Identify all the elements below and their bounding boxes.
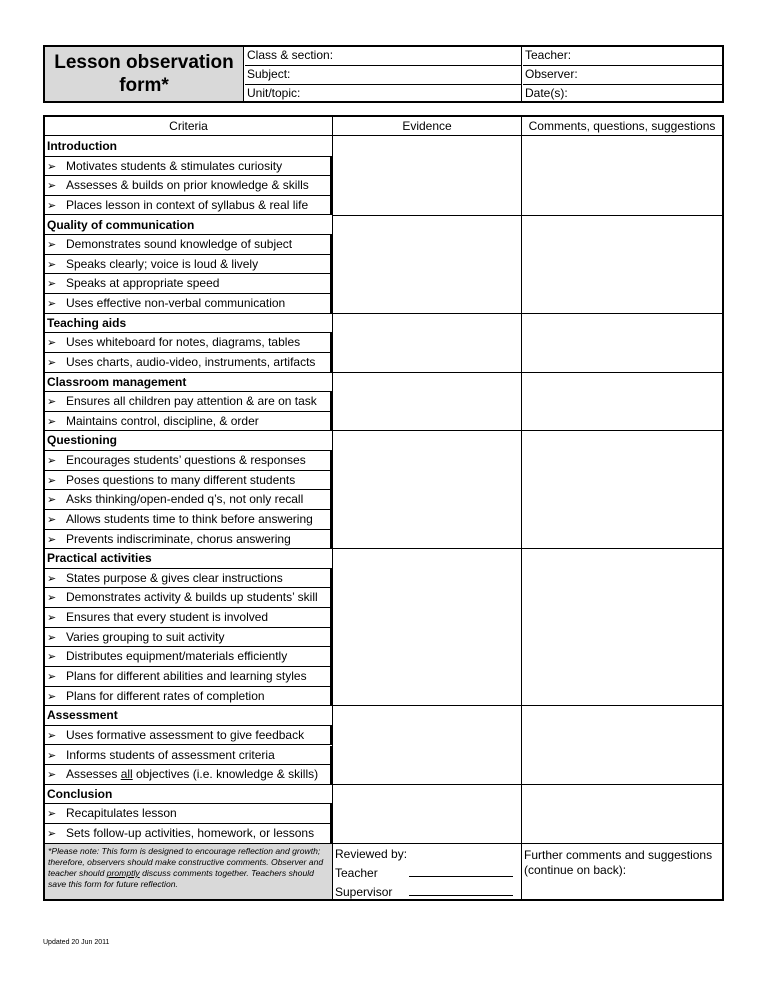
comments-cell[interactable] (522, 373, 722, 431)
bullet-arrow-icon: ➢ (47, 415, 57, 428)
further-comments[interactable]: Further comments and suggestions (continue on back): (524, 847, 713, 877)
criterion-text: Informs students of assessment criteria (66, 747, 275, 762)
teacher-signature-line[interactable] (335, 864, 513, 883)
bullet-arrow-icon: ➢ (47, 690, 57, 703)
criterion-row (45, 490, 332, 510)
class-section-field[interactable]: Class & section: (245, 47, 521, 66)
comments-cell[interactable] (522, 137, 722, 215)
comments-column-header: Comments, questions, suggestions (522, 117, 722, 136)
criterion-text: States purpose & gives clear instructions (66, 570, 283, 585)
section-heading: Introduction (45, 137, 332, 157)
comments-cell[interactable] (522, 314, 722, 372)
dates-field[interactable]: Date(s): (525, 86, 568, 100)
criterion-row (45, 255, 332, 275)
criterion-text: Demonstrates activity & builds up students’ skill (66, 590, 318, 605)
evidence-cell[interactable] (333, 431, 521, 548)
bullet-arrow-icon: ➢ (47, 671, 57, 683)
criterion-row (45, 530, 332, 550)
criterion-text: Recapitulates lesson (66, 806, 177, 821)
signature-line[interactable] (409, 866, 513, 877)
note-text-end: discuss comments together. Teachers should save this form for future reflection. (48, 868, 314, 890)
criterion-row (45, 471, 332, 491)
criterion-row (45, 274, 332, 294)
criterion-text: Uses formative assessment to give feedback (66, 727, 305, 742)
form-header (43, 45, 724, 103)
bullet-arrow-icon: ➢ (47, 612, 57, 625)
bullet-arrow-icon: ➢ (47, 474, 57, 487)
criterion-text: Encourages students’ questions & responses (66, 453, 306, 468)
criterion-text: Distributes equipment/materials efficiently (66, 649, 288, 664)
signature-line[interactable] (409, 885, 513, 896)
criterion-row (45, 804, 332, 824)
section-divider (333, 843, 722, 844)
criterion-row (45, 569, 332, 589)
criteria-column-header: Criteria (45, 117, 332, 136)
bullet-arrow-icon: ➢ (47, 651, 57, 664)
section-heading: Classroom management (45, 373, 332, 393)
criterion-text: Ensures all children pay attention & are on task (66, 394, 317, 409)
criterion-text: Speaks clearly; voice is loud & lively (66, 256, 259, 271)
teacher-field[interactable]: Teacher: (523, 47, 722, 66)
bullet-arrow-icon: ➢ (47, 828, 57, 841)
bullet-arrow-icon: ➢ (47, 513, 57, 526)
bullet-arrow-icon: ➢ (47, 749, 57, 762)
bullet-arrow-icon: ➢ (47, 396, 57, 409)
criterion-text: Maintains control, discipline, & order (66, 413, 259, 428)
criterion-text: Uses charts, audio-video, instruments, artifacts (66, 354, 316, 369)
unit-topic-field[interactable]: Unit/topic: (247, 86, 301, 100)
bullet-arrow-icon: ➢ (47, 239, 57, 252)
criterion-row (45, 687, 332, 707)
please-note (45, 844, 332, 899)
criterion-row (45, 667, 332, 687)
supervisor-signature-line[interactable] (335, 883, 513, 902)
bullet-arrow-icon: ➢ (47, 769, 57, 782)
comments-cell[interactable] (522, 431, 722, 548)
header-right-fields (523, 47, 722, 101)
section-heading: Questioning (45, 431, 332, 451)
criterion-row (45, 746, 332, 766)
section-heading: Teaching aids (45, 314, 332, 334)
criterion-row (45, 647, 332, 667)
criterion-text: Assesses & builds on prior knowledge & skills (66, 178, 309, 193)
criterion-row (45, 157, 332, 177)
criterion-row (45, 726, 332, 746)
form-title: Lesson observation form* (45, 47, 244, 101)
bullet-arrow-icon: ➢ (47, 572, 57, 585)
subject-field[interactable]: Subject: (245, 66, 521, 85)
evidence-cell[interactable] (333, 373, 521, 431)
note-underlined: promptly (106, 868, 140, 879)
criterion-row (45, 510, 332, 530)
teacher-signature-label: Teacher (335, 865, 378, 880)
criterion-text: Prevents indiscriminate, chorus answering (66, 531, 291, 546)
criterion-row (45, 412, 332, 432)
criterion-text: Uses effective non-verbal communication (66, 296, 286, 311)
criterion-text: Demonstrates sound knowledge of subject (66, 237, 293, 252)
criterion-text: Asks thinking/open-ended q’s, not only recall (66, 492, 304, 507)
bullet-arrow-icon: ➢ (47, 180, 57, 193)
criterion-text: Speaks at appropriate speed (66, 276, 220, 291)
comments-cell[interactable] (522, 785, 722, 843)
bullet-arrow-icon: ➢ (47, 729, 57, 742)
criterion-row (45, 333, 332, 353)
comments-cell[interactable] (522, 216, 722, 313)
evidence-cell[interactable] (333, 706, 521, 784)
bullet-arrow-icon: ➢ (47, 455, 57, 468)
observation-table (43, 115, 724, 901)
criterion-row (45, 353, 332, 373)
criterion-row (45, 608, 332, 628)
criterion-row (45, 628, 332, 648)
evidence-cell[interactable] (333, 137, 521, 215)
criterion-text: Varies grouping to suit activity (66, 629, 225, 644)
bullet-arrow-icon: ➢ (47, 592, 57, 605)
comments-cell[interactable] (522, 549, 722, 705)
evidence-cell[interactable] (333, 314, 521, 372)
criterion-text: Places lesson in context of syllabus & real life (66, 197, 309, 212)
updated-date: Updated 20 Jun 2011 (43, 939, 110, 946)
criterion-row (45, 588, 332, 608)
evidence-cell[interactable] (333, 216, 521, 313)
bullet-arrow-icon: ➢ (47, 631, 57, 644)
section-heading: Quality of communication (45, 216, 332, 236)
comments-cell[interactable] (522, 706, 722, 784)
bullet-arrow-icon: ➢ (47, 258, 57, 271)
bullet-arrow-icon: ➢ (47, 160, 57, 173)
section-heading: Conclusion (45, 785, 332, 805)
evidence-cell[interactable] (333, 785, 521, 843)
criterion-text: Plans for different rates of completion (66, 688, 265, 703)
criterion-row (45, 392, 332, 412)
evidence-column-header: Evidence (333, 117, 521, 136)
bullet-arrow-icon: ➢ (47, 356, 57, 369)
criterion-row (45, 824, 332, 844)
criterion-row (45, 235, 332, 255)
bullet-arrow-icon: ➢ (47, 199, 57, 212)
section-heading: Practical activities (45, 549, 332, 569)
criterion-text: Plans for different abilities and learning styles (66, 669, 307, 683)
bullet-arrow-icon: ➢ (47, 808, 57, 821)
observer-field[interactable]: Observer: (523, 66, 722, 85)
note-text: *Please note: This form is designed to encourage reflection and growth; therefore, observers should make constructive comments. Observer and teacher should (48, 845, 324, 879)
criterion-text: Poses questions to many different students (66, 472, 296, 487)
bullet-arrow-icon: ➢ (47, 337, 57, 350)
criterion-row (45, 176, 332, 196)
bullet-arrow-icon: ➢ (47, 533, 57, 546)
supervisor-signature-label: Supervisor (335, 884, 393, 899)
criterion-row (45, 294, 332, 314)
criterion-text: Allows students time to think before answering (66, 511, 313, 526)
criterion-row (45, 196, 332, 216)
bullet-arrow-icon: ➢ (47, 298, 57, 311)
criterion-text: Motivates students & stimulates curiosity (66, 158, 283, 173)
review-block (335, 845, 513, 902)
criterion-text: Assesses all objectives (i.e. knowledge & skills) (66, 767, 319, 782)
bullet-arrow-icon: ➢ (47, 494, 57, 507)
criterion-text: Uses whiteboard for notes, diagrams, tables (66, 335, 301, 350)
section-heading: Assessment (45, 706, 332, 726)
bullet-arrow-icon: ➢ (47, 278, 57, 291)
header-left-fields (245, 47, 522, 101)
criterion-text: Ensures that every student is involved (66, 610, 269, 625)
evidence-cell[interactable] (333, 549, 521, 705)
reviewed-by-label: Reviewed by: (335, 846, 408, 861)
criterion-text: Sets follow-up activities, homework, or lessons (66, 826, 315, 841)
criterion-row (45, 451, 332, 471)
criterion-row (45, 765, 332, 785)
